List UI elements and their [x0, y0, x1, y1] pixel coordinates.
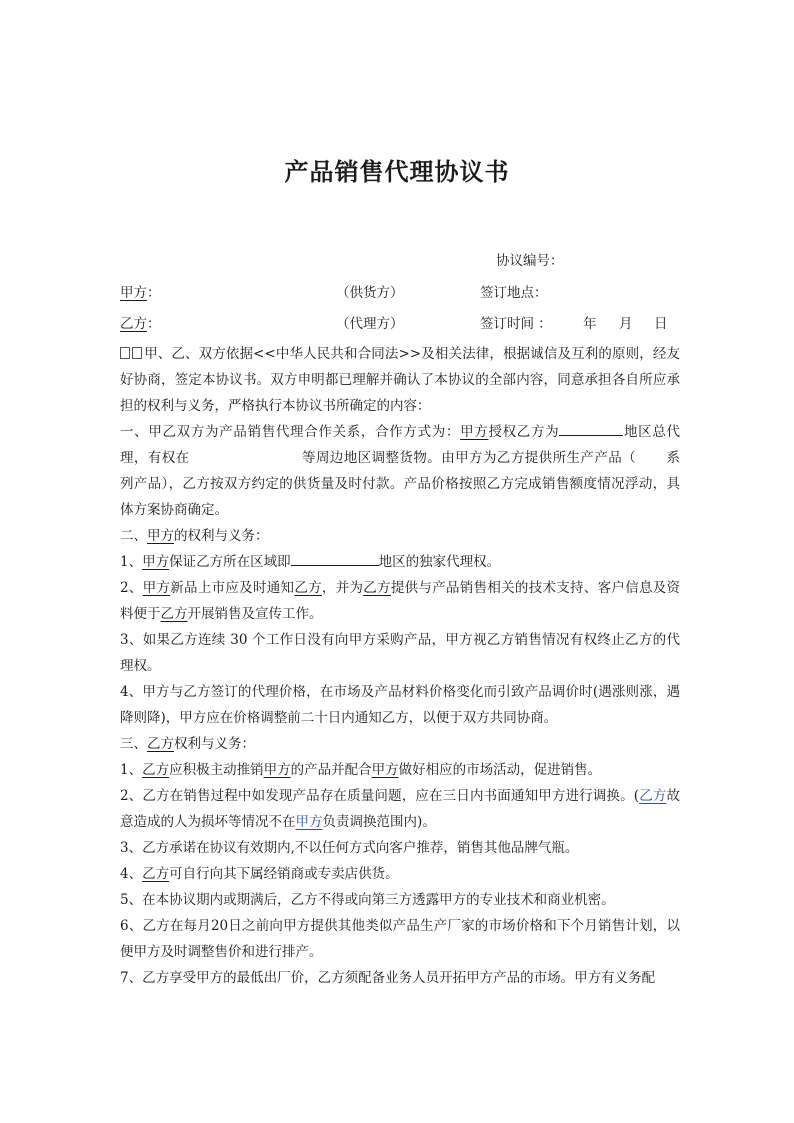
- clause-3-6: 6、乙方在每月20日之前向甲方提供其他类似产品生产厂家的市场价格和下个月销售计划，以便甲方及时调整售价和进行排产。: [120, 918, 680, 960]
- party-a-line: [120, 281, 161, 301]
- party-b-label: 乙方: [120, 316, 147, 332]
- exclusive-region-blank: [291, 550, 379, 566]
- party-a-link[interactable]: 甲方: [295, 814, 323, 830]
- clause-3-1: 1、乙方应积极主动推销甲方的产品并配合甲方做好相应的市场活动，促进销售。: [120, 762, 602, 778]
- clause-3-5: 5、在本协议期内或期满后，乙方不得或向第三方透露甲方的专业技术和商业机密。: [120, 892, 615, 908]
- party-b-line: [120, 312, 161, 332]
- clause-3-4: 4、乙方可自行向其下属经销商或专卖店供货。: [120, 866, 399, 882]
- sign-time-label: 签订时间 ：: [480, 316, 552, 332]
- sign-day-label: 日: [654, 316, 668, 332]
- region-blank: [559, 420, 623, 436]
- clause-3-7: 7、乙方享受甲方的最低出厂价，乙方须配备业务人员开拓甲方产品的市场。甲方有义务配: [120, 970, 656, 986]
- missing-glyph-icon: [132, 347, 142, 359]
- party-a-colon: ：: [147, 285, 161, 301]
- document-title: 产品销售代理协议书: [284, 157, 510, 186]
- party-a-label: 甲方: [120, 285, 147, 301]
- clause-3-3: 3、乙方承诺在协议有效期内,不以任何方式向客户推荐，销售其他品牌气瓶。: [120, 840, 579, 856]
- agreement-number-label: 协议编号：: [496, 253, 564, 269]
- section-2-title: 二、甲方的权利与义务：: [120, 528, 269, 544]
- section-3-title: 三、乙方权利与义务：: [120, 736, 255, 752]
- clause-3-2: 2、乙方在销售过程中如发现产品存在质量问题，应在三日内书面通知甲方进行调换。(乙方故意造成的人为损坏等情况不在甲方负责调换范围内)。: [120, 788, 680, 830]
- clause-2-2: 2、甲方新品上市应及时通知乙方，并为乙方提供与产品销售相关的技术支持、客户信息及资料便于乙方开展销售及宣传工作。: [120, 580, 681, 622]
- party-b-colon: ：: [147, 316, 161, 332]
- clause-2-1: 1、甲方保证乙方所在区域即 地区的独家代理权。: [120, 549, 680, 575]
- agreement-body: [120, 341, 680, 991]
- party-a-role: （供货方）: [336, 285, 404, 301]
- clause-1: 一、甲乙双方为产品销售代理合作关系，合作方式为：甲方授权乙方为 地区总代理，有权在 等周边地区调整货物。由甲方为乙方提供所生产产品（ 系列产品），乙方按双方约定的供货量及时付款。产品价格按照乙方完成销售额度情况浮动，具体方案协商确定。: [120, 419, 680, 523]
- party-b-role: （代理方）: [336, 316, 404, 332]
- clause-2-4: 4、甲方与乙方签订的代理价格，在市场及产品材料价格变化而引致产品调价时(遇涨则涨，遇降则降)，甲方应在价格调整前二十日内通知乙方，以便于双方共同协商。: [120, 684, 680, 726]
- clause-2-3: 3、如果乙方连续 30 个工作日没有向甲方采购产品，甲方视乙方销售情况有权终止乙方的代理权。: [120, 632, 680, 674]
- sign-place-label: 签订地点：: [480, 285, 548, 301]
- party-b-link[interactable]: 乙方: [639, 788, 667, 804]
- sign-year-label: 年: [583, 316, 597, 332]
- missing-glyph-icon: [120, 347, 130, 359]
- intro-paragraph: 甲、乙、双方依据<<中华人民共和合同法>>及相关法律，根据诚信及互利的原则，经友好协商，签定本协议书。双方申明都已理解并确认了本协议的全部内容，同意承担各自所应承担的权利与义务，严格执行本协议书所确定的内容：: [120, 346, 680, 414]
- sign-month-label: 月: [619, 316, 633, 332]
